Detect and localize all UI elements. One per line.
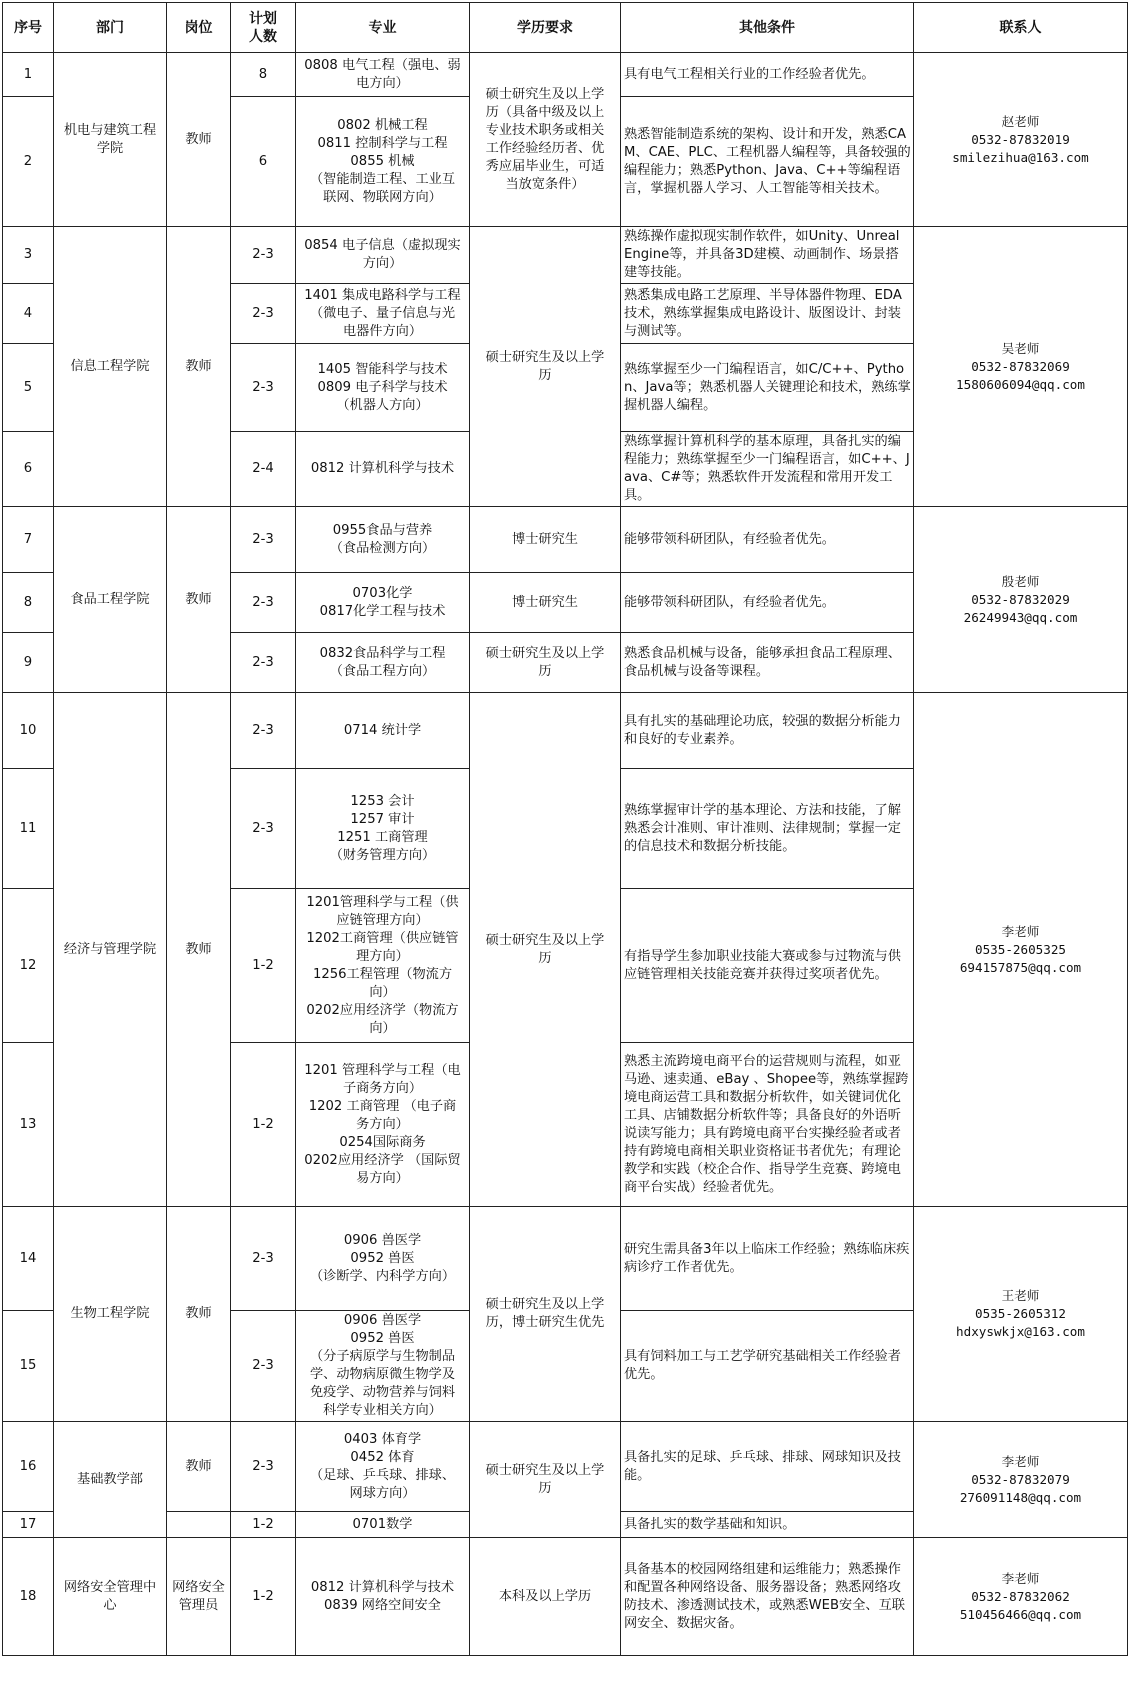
contact-cell: 殷老师 0532-87832029 26249943@qq.com bbox=[914, 507, 1128, 693]
plan-cell: 2-3 bbox=[231, 573, 296, 633]
header-edu: 学历要求 bbox=[470, 3, 621, 53]
major-cell: 0832食品科学与工程 （食品工程方向） bbox=[296, 633, 470, 693]
major-cell: 0955食品与营养 （食品检测方向） bbox=[296, 507, 470, 573]
major-cell: 1201 管理科学与工程（电 子商务方向） 1202 工商管理 （电子商 务方向） 0254国际商务 0202应用经济学 （国际贸 易方向） bbox=[296, 1043, 470, 1207]
row-no: 13 bbox=[3, 1043, 54, 1207]
major-cell: 0808 电气工程（强电、弱 电方向） bbox=[296, 53, 470, 97]
plan-cell: 2-3 bbox=[231, 1311, 296, 1422]
row-no: 5 bbox=[3, 344, 54, 432]
contact-cell: 李老师 0535-2605325 694157875@qq.com bbox=[914, 693, 1128, 1207]
plan-cell: 1-2 bbox=[231, 889, 296, 1043]
table-row bbox=[3, 53, 1128, 97]
contact-cell: 李老师 0532-87832062 510456466@qq.com bbox=[914, 1538, 1128, 1656]
table-row bbox=[3, 507, 1128, 573]
row-no: 3 bbox=[3, 227, 54, 284]
major-cell: 1401 集成电路科学与工程 （微电子、量子信息与光 电器件方向） bbox=[296, 284, 470, 344]
row-no: 2 bbox=[3, 97, 54, 227]
plan-cell: 1-2 bbox=[231, 1538, 296, 1656]
edu-cell: 硕士研究生及以上学 历 bbox=[470, 227, 621, 507]
major-cell: 0714 统计学 bbox=[296, 693, 470, 769]
contact-cell: 赵老师 0532-87832019 smilezihua@163.com bbox=[914, 53, 1128, 227]
contact-cell: 吴老师 0532-87832069 1580606094@qq.com bbox=[914, 227, 1128, 507]
major-cell: 0812 计算机科学与技术 0839 网络空间安全 bbox=[296, 1538, 470, 1656]
plan-cell: 2-3 bbox=[231, 344, 296, 432]
other-cell: 具备扎实的数学基础和知识。 bbox=[621, 1512, 914, 1538]
major-cell: 1405 智能科学与技术 0809 电子科学与技术 （机器人方向） bbox=[296, 344, 470, 432]
post-cell: 教师 bbox=[167, 1422, 231, 1512]
other-cell: 具备扎实的足球、乒乓球、排球、网球知识及技能。 bbox=[621, 1422, 914, 1512]
dept-cell: 生物工程学院 bbox=[54, 1207, 167, 1422]
plan-cell: 2-3 bbox=[231, 633, 296, 693]
row-no: 10 bbox=[3, 693, 54, 769]
dept-cell: 机电与建筑工程 学院 bbox=[54, 53, 167, 227]
major-cell: 1201管理科学与工程（供 应链管理方向） 1202工商管理（供应链管 理方向） 1256工程管理（物流方 向） 0202应用经济学（物流方 向） bbox=[296, 889, 470, 1043]
header-no: 序号 bbox=[3, 3, 54, 53]
other-cell: 能够带领科研团队，有经验者优先。 bbox=[621, 573, 914, 633]
edu-cell: 硕士研究生及以上学 历 bbox=[470, 693, 621, 1207]
edu-cell: 本科及以上学历 bbox=[470, 1538, 621, 1656]
plan-cell: 1-2 bbox=[231, 1512, 296, 1538]
row-no: 18 bbox=[3, 1538, 54, 1656]
other-cell: 有指导学生参加职业技能大赛或参与过物流与供应链管理相关技能竞赛并获得过奖项者优先。 bbox=[621, 889, 914, 1043]
plan-cell: 2-3 bbox=[231, 1207, 296, 1311]
other-cell: 熟悉主流跨境电商平台的运营规则与流程，如亚马逊、速卖通、eBay 、Shopee等，熟练掌握跨境电商运营工具和数据分析软件，如关键词优化工具、店铺数据分析软件等；具备良好的外语听说读写能力；具有跨境电商平台实操经验者或者持有跨境电商相关职业资格证书者优先；有理论教学和实践（校企合作、指导学生竞赛、跨境电商平台实战）经验者优先。 bbox=[621, 1043, 914, 1207]
major-cell: 0854 电子信息（虚拟现实 方向） bbox=[296, 227, 470, 284]
recruitment-table bbox=[2, 2, 1128, 1656]
dept-cell: 基础教学部 bbox=[54, 1422, 167, 1538]
other-cell: 熟悉食品机械与设备，能够承担食品工程原理、食品机械与设备等课程。 bbox=[621, 633, 914, 693]
major-cell: 1253 会计 1257 审计 1251 工商管理 （财务管理方向） bbox=[296, 769, 470, 889]
row-no: 17 bbox=[3, 1512, 54, 1538]
dept-cell: 经济与管理学院 bbox=[54, 693, 167, 1207]
row-no: 6 bbox=[3, 432, 54, 507]
row-no: 1 bbox=[3, 53, 54, 97]
plan-cell: 2-3 bbox=[231, 1422, 296, 1512]
plan-cell: 2-4 bbox=[231, 432, 296, 507]
dept-cell: 食品工程学院 bbox=[54, 507, 167, 693]
table-row bbox=[3, 1538, 1128, 1656]
post-cell: 教师 bbox=[167, 53, 231, 227]
row-no: 11 bbox=[3, 769, 54, 889]
row-no: 12 bbox=[3, 889, 54, 1043]
other-cell: 具有饲料加工与工艺学研究基础相关工作经验者优先。 bbox=[621, 1311, 914, 1422]
other-cell: 熟练掌握审计学的基本理论、方法和技能，了解熟悉会计准则、审计准则、法律规制；掌握一定的信息技术和数据分析技能。 bbox=[621, 769, 914, 889]
header-post: 岗位 bbox=[167, 3, 231, 53]
other-cell: 能够带领科研团队，有经验者优先。 bbox=[621, 507, 914, 573]
dept-cell: 网络安全管理中 心 bbox=[54, 1538, 167, 1656]
post-cell: 教师 bbox=[167, 227, 231, 507]
row-no: 15 bbox=[3, 1311, 54, 1422]
table-row bbox=[3, 693, 1128, 769]
edu-cell: 硕士研究生及以上学 历（具备中级及以上 专业技术职务或相关 工作经验经历者、优 秀应届毕业生，可适 当放宽条件） bbox=[470, 53, 621, 227]
row-no: 4 bbox=[3, 284, 54, 344]
major-cell: 0906 兽医学 0952 兽医 （诊断学、内科学方向） bbox=[296, 1207, 470, 1311]
other-cell: 研究生需具备3年以上临床工作经验；熟练临床疾病诊疗工作者优先。 bbox=[621, 1207, 914, 1311]
table-row bbox=[3, 1207, 1128, 1311]
other-cell: 具备基本的校园网络组建和运维能力；熟悉操作和配置各种网络设备、服务器设备；熟悉网络攻防技术、渗透测试技术，或熟悉WEB安全、互联网安全、数据灾备。 bbox=[621, 1538, 914, 1656]
plan-cell: 2-3 bbox=[231, 769, 296, 889]
major-cell: 0812 计算机科学与技术 bbox=[296, 432, 470, 507]
plan-cell: 1-2 bbox=[231, 1043, 296, 1207]
plan-cell: 8 bbox=[231, 53, 296, 97]
row-no: 8 bbox=[3, 573, 54, 633]
dept-cell: 信息工程学院 bbox=[54, 227, 167, 507]
edu-cell: 硕士研究生及以上学 历 bbox=[470, 633, 621, 693]
edu-cell: 博士研究生 bbox=[470, 573, 621, 633]
other-cell: 熟练操作虚拟现实制作软件，如Unity、Unreal Engine等，并具备3D建模、动画制作、场景搭建等技能。 bbox=[621, 227, 914, 284]
other-cell: 熟悉智能制造系统的架构、设计和开发，熟悉CAM、CAE、PLC、工程机器人编程等，具备较强的编程能力；熟悉Python、Java、C++等编程语言，掌握机器人学习、人工智能等相关技术。 bbox=[621, 97, 914, 227]
other-cell: 熟练掌握至少一门编程语言，如C/C++、Python、Java等；熟悉机器人关键理论和技术，熟练掌握机器人编程。 bbox=[621, 344, 914, 432]
other-cell: 熟悉集成电路工艺原理、半导体器件物理、EDA技术，熟练掌握集成电路设计、版图设计、封装与测试等。 bbox=[621, 284, 914, 344]
edu-cell: 博士研究生 bbox=[470, 507, 621, 573]
plan-cell: 2-3 bbox=[231, 284, 296, 344]
post-cell: 教师 bbox=[167, 507, 231, 693]
header-dept: 部门 bbox=[54, 3, 167, 53]
other-cell: 熟练掌握计算机科学的基本原理，具备扎实的编程能力；熟练掌握至少一门编程语言，如C++、Java、C#等；熟悉软件开发流程和常用开发工具。 bbox=[621, 432, 914, 507]
plan-cell: 2-3 bbox=[231, 507, 296, 573]
header-contact: 联系人 bbox=[914, 3, 1128, 53]
table-row bbox=[3, 227, 1128, 284]
plan-cell: 2-3 bbox=[231, 693, 296, 769]
plan-cell: 2-3 bbox=[231, 227, 296, 284]
major-cell: 0403 体育学 0452 体育 （足球、乒乓球、排球、 网球方向） bbox=[296, 1422, 470, 1512]
header-other: 其他条件 bbox=[621, 3, 914, 53]
contact-cell: 李老师 0532-87832079 276091148@qq.com bbox=[914, 1422, 1128, 1538]
row-no: 16 bbox=[3, 1422, 54, 1512]
post-cell: 教师 bbox=[167, 693, 231, 1207]
row-no: 9 bbox=[3, 633, 54, 693]
header-plan: 计划 人数 bbox=[231, 3, 296, 53]
plan-cell: 6 bbox=[231, 97, 296, 227]
header-row bbox=[3, 3, 1128, 53]
post-cell: 教师 bbox=[167, 1207, 231, 1422]
major-cell: 0802 机械工程 0811 控制科学与工程 0855 机械 （智能制造工程、工业互 联网、物联网方向） bbox=[296, 97, 470, 227]
edu-cell: 硕士研究生及以上学 历 bbox=[470, 1422, 621, 1538]
major-cell: 0703化学 0817化学工程与技术 bbox=[296, 573, 470, 633]
post-cell-empty bbox=[167, 1512, 231, 1538]
edu-cell: 硕士研究生及以上学 历，博士研究生优先 bbox=[470, 1207, 621, 1422]
major-cell: 0906 兽医学 0952 兽医 （分子病原学与生物制品 学、动物病原微生物学及 免疫学、动物营养与饲料 科学专业相关方向） bbox=[296, 1311, 470, 1422]
major-cell: 0701数学 bbox=[296, 1512, 470, 1538]
table-row bbox=[3, 1422, 1128, 1512]
other-cell: 具有电气工程相关行业的工作经验者优先。 bbox=[621, 53, 914, 97]
header-major: 专业 bbox=[296, 3, 470, 53]
row-no: 7 bbox=[3, 507, 54, 573]
other-cell: 具有扎实的基础理论功底，较强的数据分析能力和良好的专业素养。 bbox=[621, 693, 914, 769]
post-cell: 网络安全 管理员 bbox=[167, 1538, 231, 1656]
contact-cell: 王老师 0535-2605312 hdxyswkjx@163.com bbox=[914, 1207, 1128, 1422]
row-no: 14 bbox=[3, 1207, 54, 1311]
